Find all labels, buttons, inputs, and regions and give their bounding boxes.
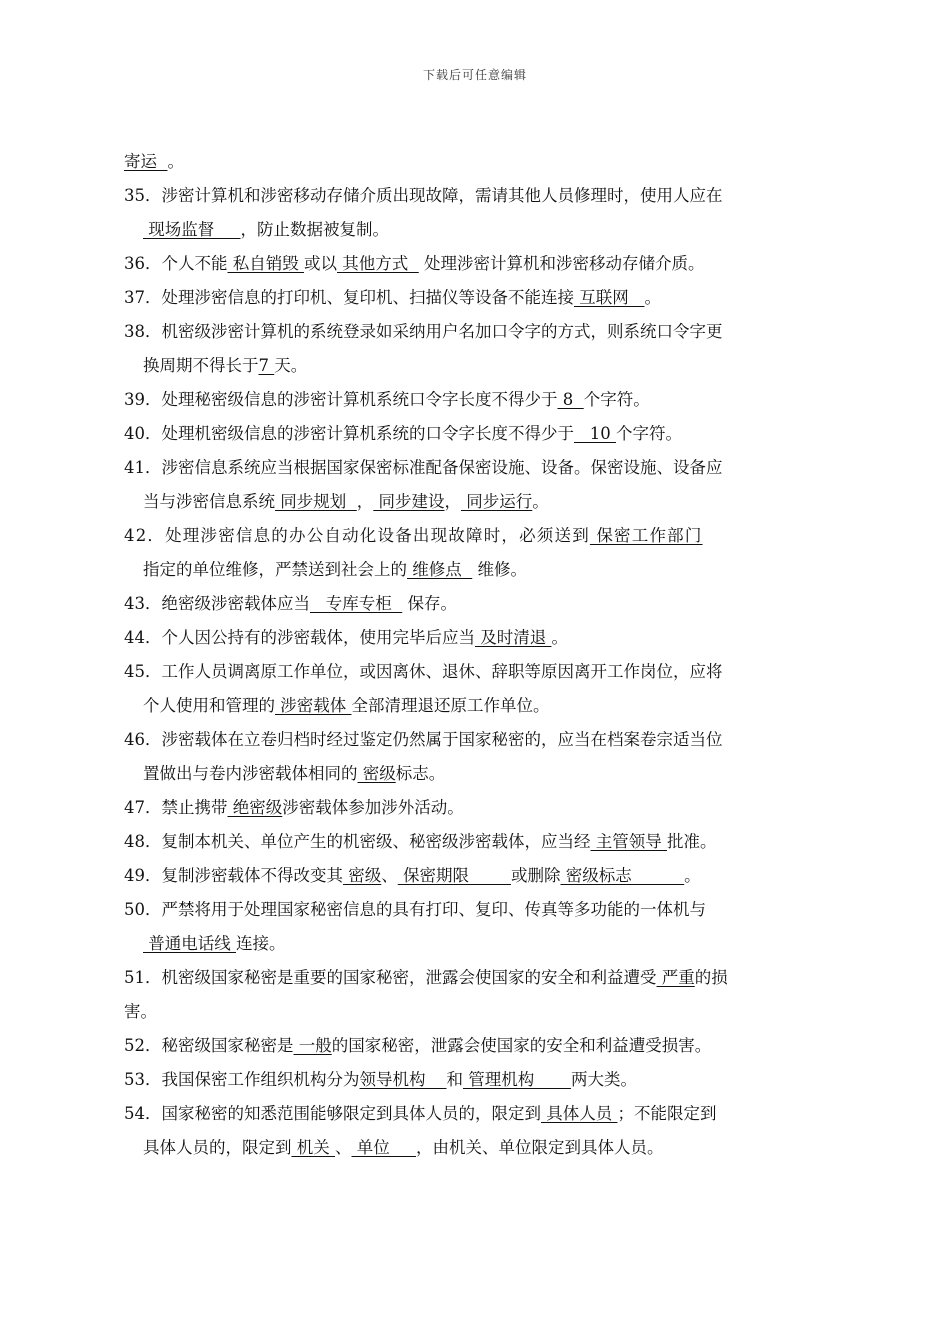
- text-segment: 批准。: [667, 832, 717, 851]
- text-segment: 处理涉密计算机和涉密移动存储介质。: [418, 254, 705, 273]
- text-segment: 保存。: [402, 594, 457, 613]
- text-segment: 全部清理退还原工作单位。: [351, 696, 550, 715]
- text-segment: 具体人员的，限定到: [143, 1138, 292, 1157]
- text-segment: 置做出与卷内涉密载体相同的: [143, 764, 358, 783]
- filled-answer: 同步规划: [275, 492, 357, 511]
- text-segment: 、: [381, 866, 398, 885]
- text-segment: ，由机关、单位限定到具体人员。: [415, 1138, 664, 1157]
- text-segment: 。: [684, 866, 701, 885]
- text-segment: 47．禁止携带: [124, 798, 228, 817]
- text-segment: 两大类。: [570, 1070, 637, 1089]
- text-line: [124, 390, 829, 410]
- filled-answer: 密级标志: [560, 866, 685, 885]
- text-segment: ，: [444, 492, 461, 511]
- text-line: [124, 1002, 829, 1022]
- text-segment: ，: [356, 492, 374, 511]
- text-line: [124, 968, 829, 988]
- text-line: [124, 662, 829, 682]
- text-line: [124, 322, 829, 342]
- text-line: [124, 832, 829, 852]
- filled-answer: 单位: [351, 1138, 416, 1157]
- text-line: [124, 1104, 829, 1124]
- text-line: [124, 356, 829, 376]
- text-line: [124, 594, 829, 614]
- document-body: [124, 152, 829, 1158]
- text-segment: 天。: [274, 356, 308, 375]
- filled-answer: 8: [557, 390, 584, 409]
- text-segment: 。: [551, 628, 568, 647]
- filled-answer: 10: [574, 424, 616, 443]
- text-segment: 40．处理机密级信息的涉密计算机系统的口令字长度不得少于: [124, 424, 574, 443]
- text-line: [124, 152, 829, 172]
- text-line: [124, 696, 829, 716]
- text-segment: 45．工作人员调离原工作单位，或因离休、退休、辞职等原因离开工作岗位，应将: [124, 662, 723, 681]
- filled-answer: 保密期限: [397, 866, 511, 885]
- text-line: [124, 866, 829, 886]
- text-segment: 、: [335, 1138, 352, 1157]
- text-line: [124, 560, 829, 580]
- filled-answer: 普通电话线: [143, 934, 236, 953]
- filled-answer: 严重: [656, 968, 695, 987]
- text-segment: 换周期不得长于: [143, 356, 259, 375]
- text-line: [124, 526, 829, 546]
- text-segment: 42．处理涉密信息的办公自动化设备出现故障时，必须送到: [124, 526, 590, 545]
- text-segment: ；不能限定到: [617, 1104, 717, 1123]
- filled-answer: 机关: [291, 1138, 335, 1157]
- filled-answer: 7: [258, 356, 275, 375]
- filled-answer: 绝密级: [227, 798, 283, 817]
- text-line: [124, 492, 829, 512]
- text-segment: 涉密载体参加涉外活动。: [282, 798, 464, 817]
- filled-answer: 涉密载体: [275, 696, 352, 715]
- text-line: [124, 1138, 829, 1158]
- filled-answer: 现场监督: [143, 220, 241, 239]
- filled-answer: 其他方式: [337, 254, 419, 273]
- filled-answer: 及时清退: [475, 628, 552, 647]
- text-segment: 维修。: [472, 560, 527, 579]
- text-segment: 54．国家秘密的知悉范围能够限定到具体人员的，限定到: [124, 1104, 541, 1123]
- text-line: [124, 900, 829, 920]
- text-segment: 38．机密级涉密计算机的系统登录如采纳用户名加口令字的方式，则系统口令字更: [124, 322, 723, 341]
- text-segment: 36．个人不能: [124, 254, 228, 273]
- text-line: [124, 1070, 829, 1090]
- text-line: [124, 798, 829, 818]
- text-segment: 当与涉密信息系统: [143, 492, 275, 511]
- text-segment: 害。: [124, 1002, 157, 1021]
- text-segment: 50．严禁将用于处理国家秘密信息的具有打印、复印、传真等多功能的一体机与: [124, 900, 706, 919]
- text-segment: 指定的单位维修，严禁送到社会上的: [143, 560, 407, 579]
- text-segment: 39．处理秘密级信息的涉密计算机系统口令字长度不得少于: [124, 390, 558, 409]
- text-segment: 43．绝密级涉密载体应当: [124, 594, 310, 613]
- text-segment: 个字符。: [615, 424, 682, 443]
- text-segment: 48．复制本机关、单位产生的机密级、秘密级涉密载体，应当经: [124, 832, 591, 851]
- filled-answer: 专库专柜: [310, 594, 403, 613]
- filled-answer: 密级: [357, 764, 396, 783]
- filled-answer: 管理机构: [462, 1070, 571, 1089]
- filled-answer: 维修点: [407, 560, 473, 579]
- text-line: [124, 424, 829, 444]
- text-line: [124, 628, 829, 648]
- text-segment: 个人使用和管理的: [143, 696, 275, 715]
- text-segment: 49．复制涉密载体不得改变其: [124, 866, 343, 885]
- text-segment: 35．涉密计算机和涉密移动存储介质出现故障，需请其他人员修理时，使用人应在: [124, 186, 723, 205]
- text-line: [124, 1036, 829, 1056]
- text-line: [124, 934, 829, 954]
- filled-answer: 寄运: [124, 152, 168, 171]
- filled-answer: 互联网: [574, 288, 645, 307]
- text-line: [124, 458, 829, 478]
- text-segment: 37．处理涉密信息的打印机、复印机、扫描仪等设备不能连接: [124, 288, 574, 307]
- text-segment: 44．个人因公持有的涉密载体，使用完毕后应当: [124, 628, 475, 647]
- text-segment: 和: [446, 1070, 463, 1089]
- text-segment: 。: [644, 288, 661, 307]
- text-line: [124, 220, 829, 240]
- text-segment: 52．秘密级国家秘密是: [124, 1036, 294, 1055]
- text-line: [124, 288, 829, 308]
- text-segment: 个字符。: [583, 390, 650, 409]
- filled-answer: 主管领导: [590, 832, 667, 851]
- filled-answer: 保密工作部门: [589, 526, 703, 545]
- text-segment: 连接。: [236, 934, 286, 953]
- filled-answer: 具体人员: [541, 1104, 618, 1123]
- filled-answer: 密级: [343, 866, 382, 885]
- filled-answer: 同步建设: [373, 492, 445, 511]
- text-line: [124, 730, 829, 750]
- text-segment: 的损: [694, 968, 728, 987]
- text-segment: ，防止数据被复制。: [240, 220, 389, 239]
- text-segment: 或以: [304, 254, 337, 273]
- page-header: 下载后可任意编辑: [422, 68, 527, 82]
- text-segment: 41．涉密信息系统应当根据国家保密标准配备保密设施、设备。保密设施、设备应: [124, 458, 723, 477]
- text-line: [124, 764, 829, 784]
- text-segment: 或删除: [510, 866, 561, 885]
- filled-answer: 一般: [293, 1036, 332, 1055]
- filled-answer: 同步运行: [461, 492, 533, 511]
- filled-answer: 领导机构: [359, 1070, 447, 1089]
- text-segment: 标志。: [395, 764, 446, 783]
- text-line: [124, 254, 829, 274]
- text-segment: 46．涉密载体在立卷归档时经过鉴定仍然属于国家秘密的，应当在档案卷宗适当位: [124, 730, 723, 749]
- text-segment: 51．机密级国家秘密是重要的国家秘密，泄露会使国家的安全和利益遭受: [124, 968, 657, 987]
- text-segment: 的国家秘密，泄露会使国家的安全和利益遭受损害。: [331, 1036, 712, 1055]
- text-segment: 53．我国保密工作组织机构分为: [124, 1070, 360, 1089]
- text-segment: 。: [532, 492, 549, 511]
- text-segment: 。: [167, 152, 184, 171]
- text-line: [124, 186, 829, 206]
- filled-answer: 私自销毁: [227, 254, 304, 273]
